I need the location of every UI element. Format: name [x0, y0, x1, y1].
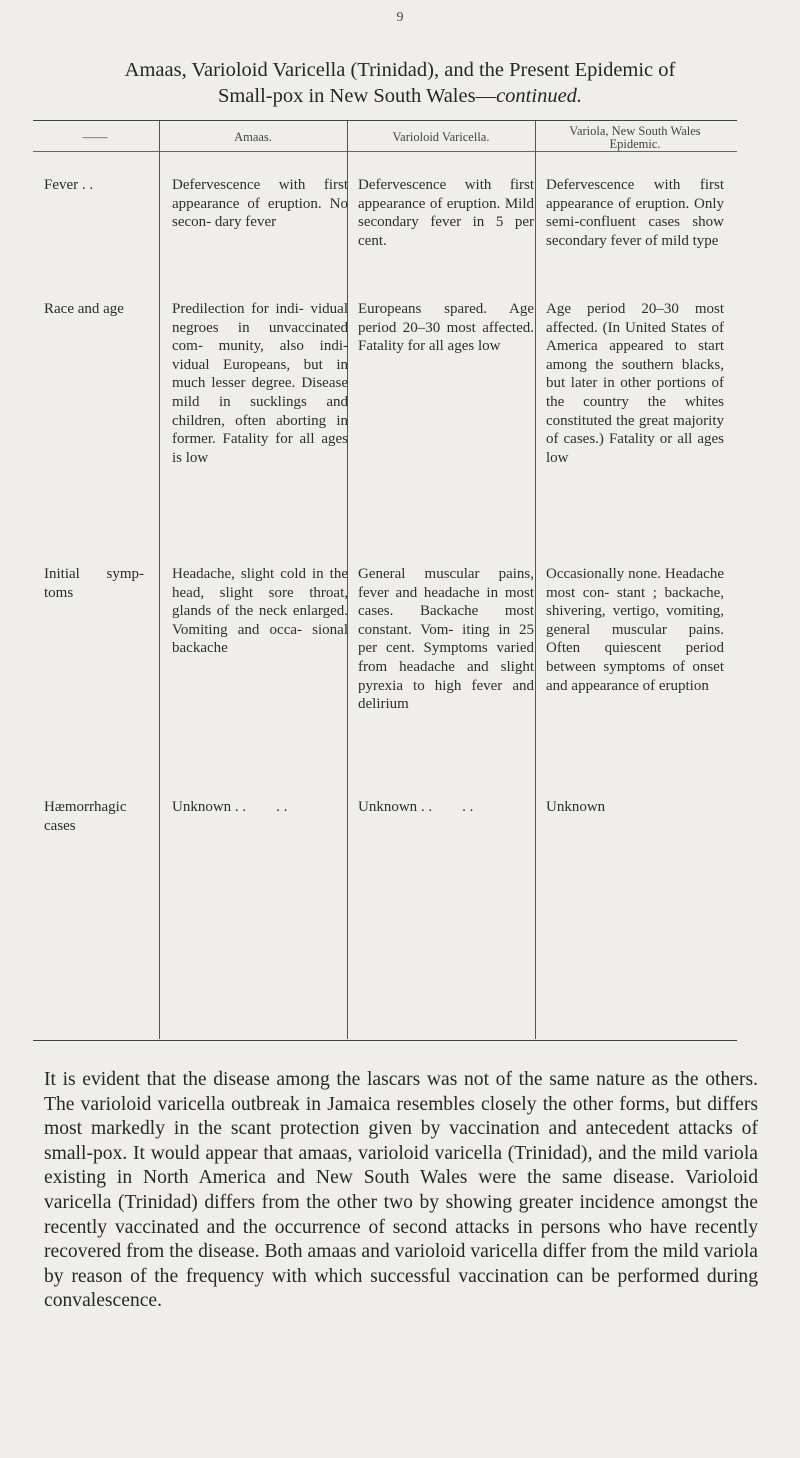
- table-header-rule: [33, 151, 737, 152]
- page-number: 9: [396, 10, 404, 25]
- column-divider-1: [159, 121, 160, 1039]
- header-variola-nsw: Variola, New South Wales Epidemic.: [569, 124, 701, 151]
- cell-race-amaas: Predilection for indi- vidual negroes in unvaccinated com- munity, also indi- vidual Europeans, but in much lesser degree. Disease mild in sucklings and children, often aborting in former. Fatality for all ages is low: [172, 301, 348, 466]
- row-label-initial-symptoms: Initial symp- toms: [44, 566, 144, 601]
- title-line-2: [30, 83, 770, 109]
- title-continued: continued.: [496, 85, 583, 107]
- table-bottom-rule: [33, 1040, 737, 1041]
- cell-race-varioloid: Europeans spared. Age period 20–30 most affected. Fatality for all ages low: [358, 301, 534, 355]
- page-title: [30, 57, 770, 109]
- cell-fever-varioloid: Defervescence with first appearance of eruption. Mild secondary fever in 5 per cent.: [358, 177, 534, 249]
- row-label-race-and-age: Race and age: [44, 301, 124, 317]
- cell-symptoms-varioloid: General muscular pains, fever and headache in most cases. Backache most constant. Vom- iting in 25 per cent. Symptoms varied from headache and slight pyrexia to high fever and delirium: [358, 566, 534, 713]
- cell-fever-amaas: Defervescence with first appearance of eruption. No secon- dary fever: [172, 177, 348, 231]
- header-varioloid-varicella: Varioloid Varicella.: [392, 130, 490, 144]
- table-top-rule: [33, 120, 737, 121]
- header-amaas: Amaas.: [234, 130, 272, 144]
- cell-haemorrhagic-amaas: Unknown . . . .: [172, 799, 288, 815]
- cell-haemorrhagic-varioloid: Unknown . . . .: [358, 799, 474, 815]
- column-divider-3: [535, 121, 536, 1039]
- body-paragraph: It is evident that the disease among the lascars was not of the same nature as the others. The varioloid varicella outbreak in Jamaica resembles closely the other forms, but differs most markedly in the scant protection given by vaccination and antecedent attacks of small-pox. It would appear that amaas, varioloid varicella (Trinidad), and the mild variola existing in North America and New South Wales were the same disease. Varioloid varicella (Trinidad) differs from the other two by showing greater incidence amongst the recently vaccinated and the occurrence of second attacks in persons who have recently recovered from the disease. Both amaas and varioloid varicella differ from the mild variola by reason of the frequency with which successful vaccination can be performed during convalescence.: [44, 1069, 758, 1312]
- cell-haemorrhagic-variola: Unknown: [546, 799, 606, 815]
- title-line-1: Amaas, Varioloid Varicella (Trinidad), and the Present Epidemic of: [124, 59, 676, 81]
- title-line-2-text: Small-pox in New South Wales—: [217, 85, 497, 107]
- header-label-dash: ——: [82, 130, 108, 144]
- cell-symptoms-variola: Occasionally none. Headache most con- stant ; backache, shivering, vertigo, vomiting, general muscular pains. Often quiescent period between symptoms of onset and appearance of eruption: [546, 566, 724, 694]
- cell-fever-variola: Defervescence with first appearance of eruption. Only semi-confluent cases show secondary fever of mild type: [546, 177, 724, 249]
- row-label-fever: Fever . .: [44, 177, 94, 193]
- cell-race-variola: Age period 20–30 most affected. (In United States of America appeared to start among the southern blacks, but later in other portions of the country the whites constituted the great majority of cases.) Fatality or all ages low: [546, 301, 724, 466]
- row-label-haemorrhagic-cases: Hæmorrhagic cases: [44, 799, 127, 834]
- cell-symptoms-amaas: Headache, slight cold in the head, slight sore throat, glands of the neck enlarged. Vomiting and occa- sional backache: [172, 566, 348, 657]
